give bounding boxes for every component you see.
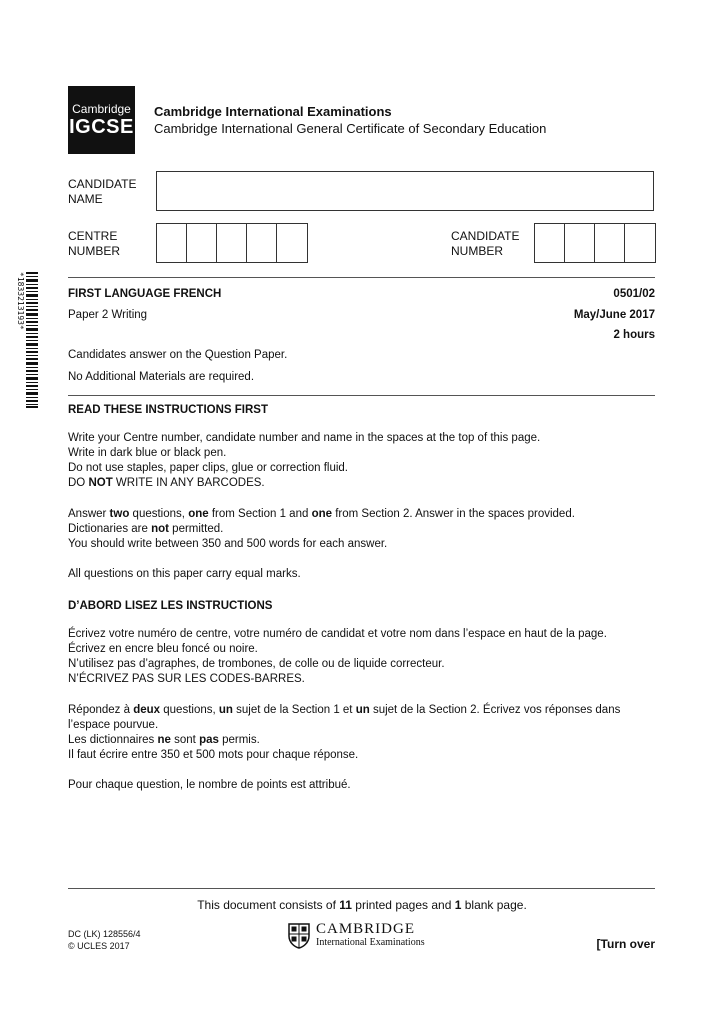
digit-box[interactable] bbox=[187, 224, 217, 262]
document-codes bbox=[68, 928, 141, 952]
instructions-heading-en: READ THESE INSTRUCTIONS FIRST bbox=[68, 404, 268, 416]
instructions-en-block2: Answer two questions, one from Section 1 and one from Section 2. Answer in the spaces provided. Dictionaries are not permitted. You should write between 350 and 500 words for each answer. bbox=[68, 508, 575, 550]
instructions-en-block1: Write your Centre number, candidate number and name in the spaces at the top of this page. Write in dark blue or black pen. Do not use staples, paper clips, glue or correction fluid. DO NOT WRITE IN ANY BARCODES. bbox=[68, 432, 541, 489]
digit-box[interactable] bbox=[535, 224, 565, 262]
digit-box[interactable] bbox=[595, 224, 625, 262]
centre-number-field[interactable] bbox=[156, 223, 308, 263]
digit-box[interactable] bbox=[157, 224, 187, 262]
instructions-fr-block1: Écrivez votre numéro de centre, votre numéro de candidat et votre nom dans l’espace en haut de la page. Écrivez en encre bleu foncé ou noire. N’utilisez pas d’agraphes, de trombones, de colle ou de liquide correcteur. N’ÉCRIVEZ PAS SUR LES CODES-BARRES. bbox=[68, 628, 607, 685]
logo-line2: IGCSE bbox=[69, 116, 134, 138]
cambridge-crest-icon bbox=[288, 923, 310, 949]
instructions-heading-fr: D’ABORD LISEZ LES INSTRUCTIONS bbox=[68, 600, 273, 612]
answer-on-paper: Candidates answer on the Question Paper. bbox=[68, 349, 288, 361]
turn-over: [Turn over bbox=[596, 937, 655, 951]
certificate-name: Cambridge International General Certificate of Secondary Education bbox=[154, 121, 547, 136]
cambridge-wordmark: CAMBRIDGE bbox=[316, 921, 416, 937]
page-count-note: This document consists of 11 printed pages and 1 blank page. bbox=[197, 898, 527, 912]
divider bbox=[68, 888, 655, 889]
intl-exams-wordmark: International Examinations bbox=[316, 937, 425, 948]
cambridge-logo bbox=[288, 922, 425, 949]
equal-marks-fr: Pour chaque question, le nombre de points est attribué. bbox=[68, 779, 351, 791]
org-name: Cambridge International Examinations bbox=[154, 104, 392, 119]
divider bbox=[68, 277, 655, 278]
exam-session: May/June 2017 bbox=[573, 309, 655, 321]
digit-box[interactable] bbox=[277, 224, 307, 262]
subject-title: FIRST LANGUAGE FRENCH bbox=[68, 288, 222, 300]
digit-box[interactable] bbox=[625, 224, 655, 262]
instructions-fr-block2: Répondez à deux questions, un sujet de la Section 1 et un sujet de la Section 2. Écrivez vos réponses dans l’espace pourvue. Les dictionnaires ne sont pas permis. Il faut écrire entre 350 et 500 mots pour chaque réponse. bbox=[68, 704, 621, 761]
digit-box[interactable] bbox=[247, 224, 277, 262]
digit-box[interactable] bbox=[565, 224, 595, 262]
copyright: © UCLES 2017 bbox=[68, 941, 130, 951]
digit-box[interactable] bbox=[217, 224, 247, 262]
additional-materials: No Additional Materials are required. bbox=[68, 371, 255, 383]
barcode-icon bbox=[26, 272, 38, 408]
barcode-number: *1833213193* bbox=[16, 272, 25, 330]
paper-code: 0501/02 bbox=[613, 288, 655, 300]
candidate-number-field[interactable] bbox=[534, 223, 656, 263]
candidate-name-field[interactable] bbox=[156, 171, 654, 211]
igcse-logo bbox=[68, 86, 135, 154]
centre-number-label: CENTRE NUMBER bbox=[68, 229, 121, 258]
candidate-number-label: CANDIDATE NUMBER bbox=[451, 229, 520, 258]
exam-duration: 2 hours bbox=[613, 329, 655, 341]
paper-name: Paper 2 Writing bbox=[68, 309, 148, 321]
divider bbox=[68, 395, 655, 396]
candidate-name-label: CANDIDATE NAME bbox=[68, 177, 137, 206]
equal-marks-en: All questions on this paper carry equal marks. bbox=[68, 568, 301, 580]
dc-code: DC (LK) 128556/4 bbox=[68, 929, 141, 939]
logo-line1: Cambridge bbox=[72, 102, 131, 116]
